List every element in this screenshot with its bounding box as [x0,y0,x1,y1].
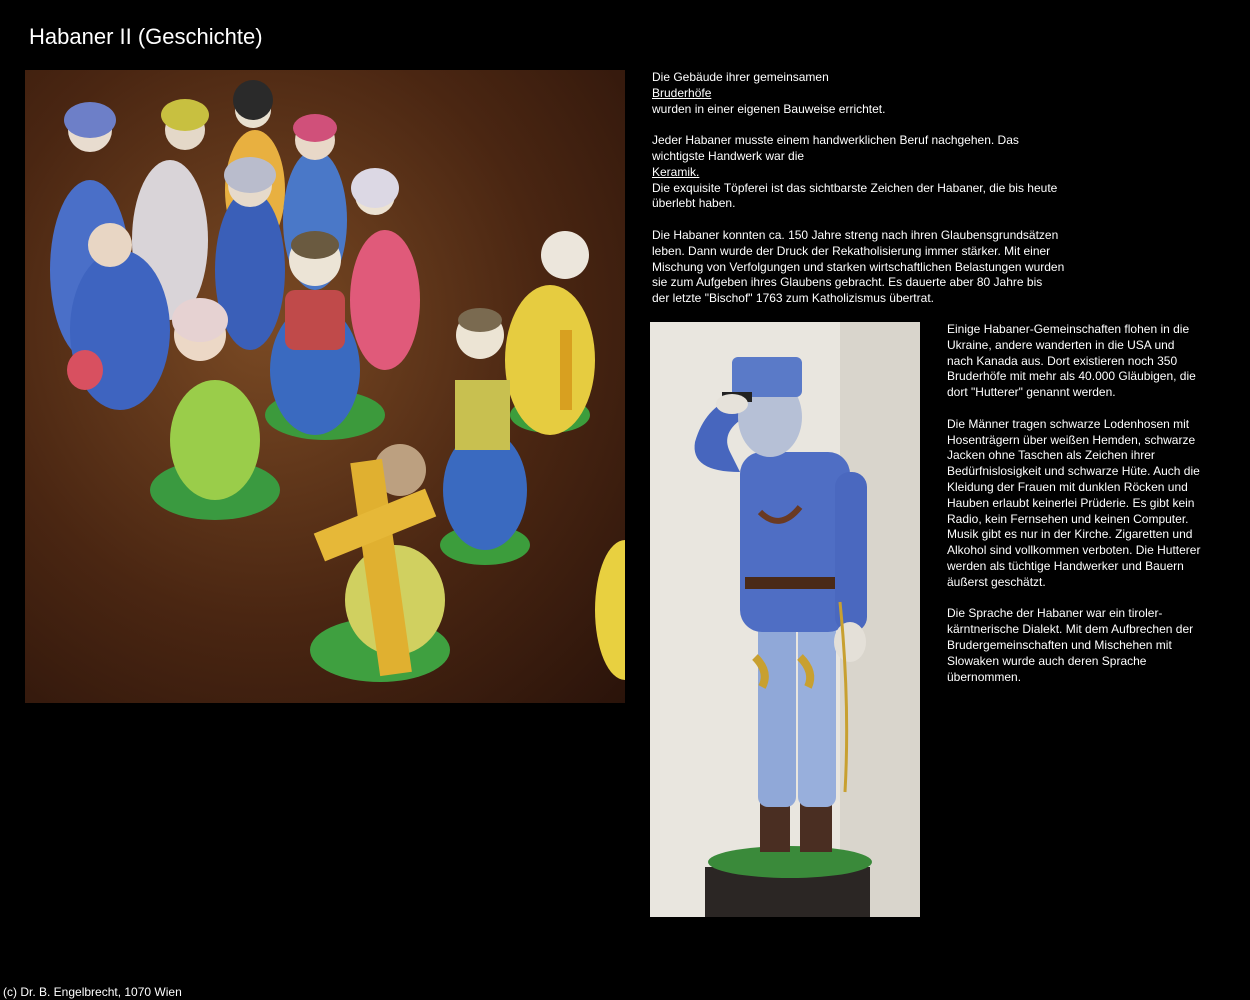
text-line: Mischung von Verfolgungen und starken wirtschaftlichen Belastungen wurden [652,259,1065,274]
page-title: Habaner II (Geschichte) [29,24,263,49]
text-line: sie zum Aufgeben ihres Glaubens gebracht. Es dauerte aber 80 Jahre bis [652,275,1043,290]
text-line: überlebt haben. [652,196,736,211]
text-line: wichtigste Handwerk war die [652,148,805,163]
ceramic-soldier-illustration [650,322,920,917]
text-line: leben. Dann wurde der Druck der Rekatholisierung immer stärker. Mit einer [652,243,1051,258]
paragraph-keramik [652,133,1082,212]
bruderhoefe-link[interactable]: Bruderhöfe [652,85,712,100]
paragraph-hutterer: Einige Habaner-Gemeinschaften flohen in die Ukraine, andere wanderten in die USA und nach Kanada aus. Dort existieren noch 350 Bruderhöfe mit mehr als 40.000 Gläubigen, die dort "Hutterer" genannt werden. [947,322,1196,400]
paragraph-sprache: Die Sprache der Habaner war ein tiroler-kärntnerische Dialekt. Mit dem Aufbrechen der Brudergemeinschaften und Mischehen mit Slowaken wurde auch deren Sprache übernommen. [947,606,1194,684]
figurines-photo [25,70,625,703]
paragraph-bruderhoefe [652,70,1082,117]
text-line: der letzte "Bischof" 1763 zum Katholizismus übertrat. [652,291,934,306]
text-line: Die exquisite Töpferei ist das sichtbarste Zeichen der Habaner, die bis heute [652,180,1058,195]
keramik-link[interactable]: Keramik. [652,164,700,179]
soldier-photo [650,322,920,917]
text-line: wurden in einer eigenen Bauweise errichtet. [652,101,886,116]
history-text-top [652,70,1082,323]
ceramic-figurines-illustration [25,70,625,703]
paragraph-rekatholisierung [652,228,1082,307]
history-text-right [947,322,1202,701]
paragraph-kleidung: Die Männer tragen schwarze Lodenhosen mit Hosenträgern über weißen Hemden, schwarze Jacken ohne Taschen als Zeichen ihrer Bedürfnislosigkeit und schwarze Hüte. Auch die Kleidung der Frauen mit dunklen Röcken und Hauben erlaubt keinerlei Prüderie. Es gibt kein Radio, kein Fernsehen und keinen Computer. Musik gibt es nur in der Kirche. Zigaretten und Alkohol sind vollkommen verboten. Die Hutterer werden als tüchtige Handwerker und Bauern äußerst geschätzt. [947,416,1201,589]
text-line: Jeder Habaner musste einem handwerklichen Beruf nachgehen. Das [652,133,1019,148]
copyright-footer: (c) Dr. B. Engelbrecht, 1070 Wien [3,985,182,999]
text-line: Die Gebäude ihrer gemeinsamen [652,70,829,84]
text-line: Die Habaner konnten ca. 150 Jahre streng nach ihren Glaubensgrundsätzen [652,227,1059,242]
